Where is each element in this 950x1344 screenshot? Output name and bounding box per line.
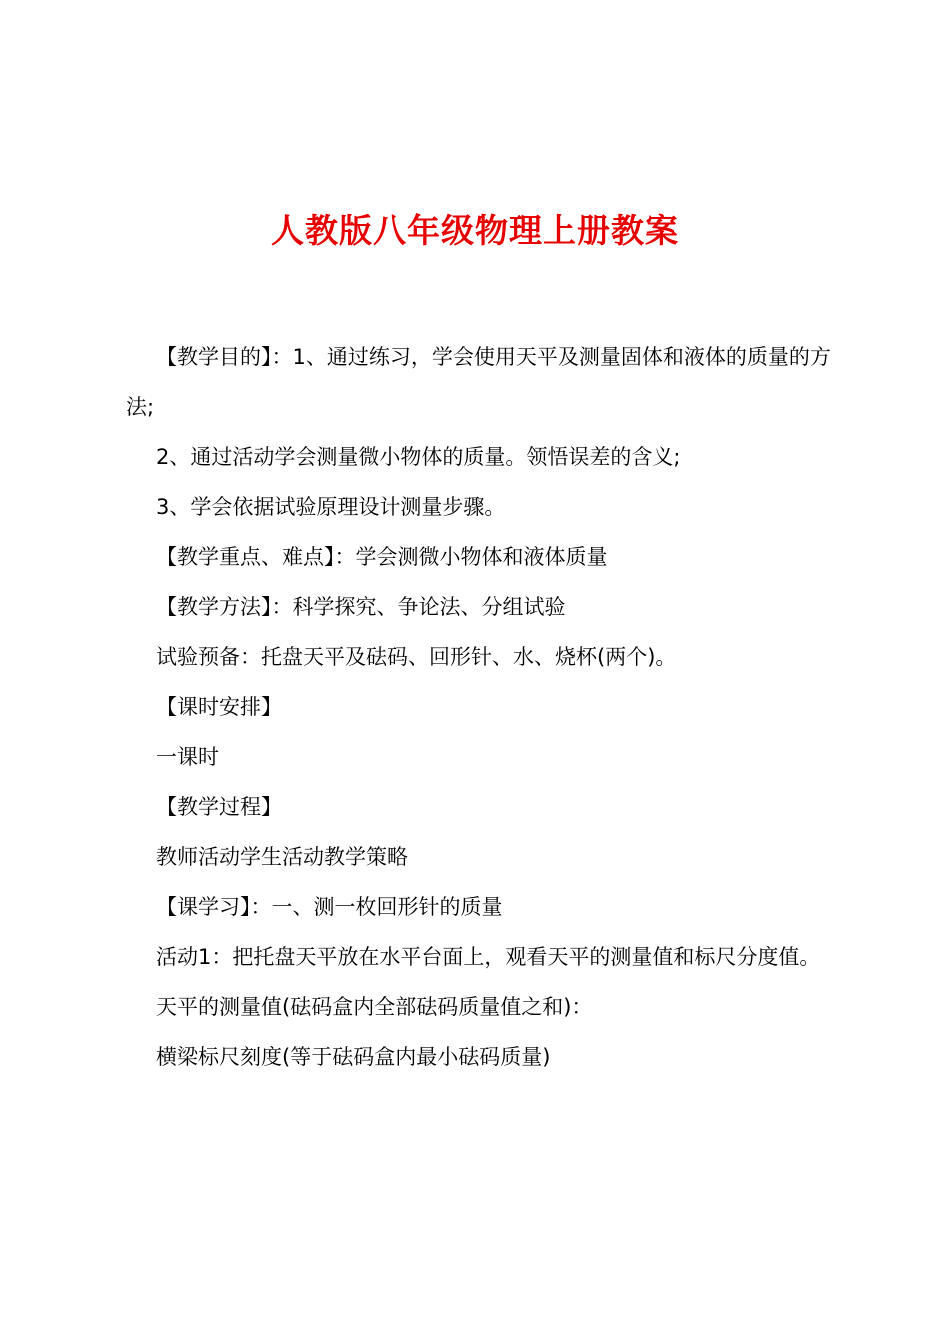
- paragraph-schedule-heading: 【课时安排】: [156, 695, 282, 719]
- paragraph-activity-1: 活动1：把托盘天平放在水平台面上，观看天平的测量值和标尺分度值。: [156, 945, 821, 969]
- paragraph-methods: 【教学方法】：科学探究、争论法、分组试验: [156, 595, 566, 619]
- paragraph-objective-3: 3、学会依据试验原理设计测量步骤。: [156, 495, 506, 519]
- document-title: 人教版八年级物理上册教案: [271, 211, 679, 250]
- paragraph-objectives: 【教学目的】：1、通过练习，学会使用天平及测量固体和液体的质量的方法;: [126, 345, 831, 419]
- paragraph-activity-columns: 教师活动学生活动教学策略: [156, 845, 408, 869]
- paragraph-lesson-study: 【课学习】：一、测一枚回形针的质量: [156, 895, 503, 919]
- paragraph-key-points: 【教学重点、难点】：学会测微小物体和液体质量: [156, 545, 608, 569]
- document-body: [126, 332, 834, 1082]
- paragraph-schedule: 一课时: [156, 745, 219, 769]
- paragraph-objective-2: 2、通过活动学会测量微小物体的质量。领悟误差的含义;: [156, 445, 681, 469]
- paragraph-balance-range: 天平的测量值(砝码盒内全部砝码质量值之和)：: [156, 995, 593, 1019]
- paragraph-preparation: 试验预备：托盘天平及砝码、回形针、水、烧杯(两个)。: [156, 645, 677, 669]
- paragraph-beam-scale: 横梁标尺刻度(等于砝码盒内最小砝码质量): [156, 1045, 551, 1069]
- paragraph-process-heading: 【教学过程】: [156, 795, 282, 819]
